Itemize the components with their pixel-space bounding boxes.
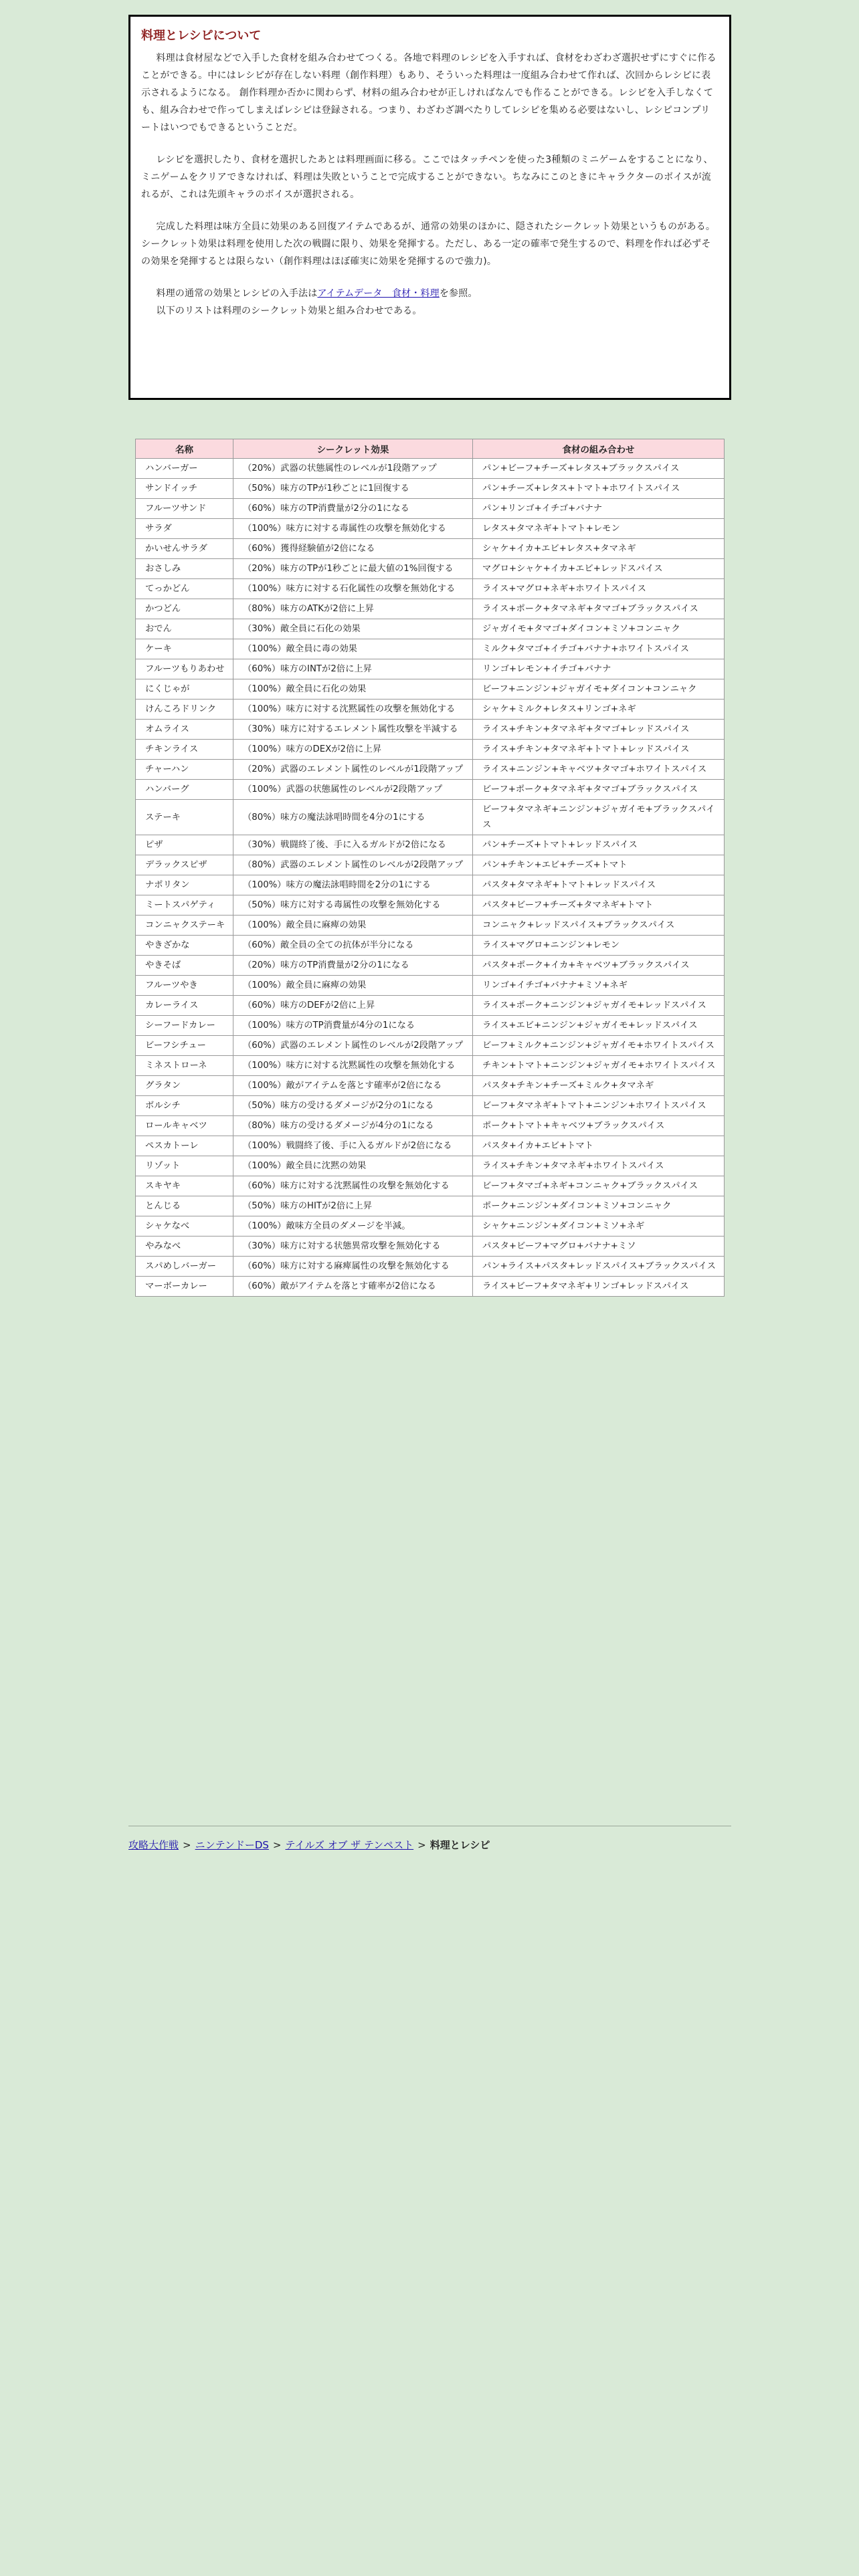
- cell-ingredients: パン+リンゴ+イチゴ+バナナ: [473, 499, 725, 519]
- cell-dish-name: コンニャクステーキ: [136, 916, 233, 936]
- cell-ingredients: チキン+トマト+ニンジン+ジャガイモ+ホワイトスパイス: [473, 1056, 725, 1076]
- cell-secret-effect: （60%）武器のエレメント属性のレベルが2段階アップ: [233, 1036, 473, 1056]
- cell-dish-name: とんじる: [136, 1196, 233, 1216]
- cell-ingredients: シャケ+ニンジン+ダイコン+ミソ+ネギ: [473, 1216, 725, 1237]
- cell-ingredients: パスタ+イカ+エビ+トマト: [473, 1136, 725, 1156]
- cell-secret-effect: （100%）味方に対する沈黙属性の攻撃を無効化する: [233, 700, 473, 720]
- cell-ingredients: ライス+エビ+ニンジン+ジャガイモ+レッドスパイス: [473, 1016, 725, 1036]
- table-row: [136, 916, 725, 936]
- cell-ingredients: ビーフ+タマネギ+ニンジン+ジャガイモ+ブラックスパイス: [473, 800, 725, 835]
- table-row: [136, 1196, 725, 1216]
- cell-secret-effect: （60%）敵がアイテムを落とす確率が2倍になる: [233, 1277, 473, 1297]
- cell-ingredients: ライス+ポーク+タマネギ+タマゴ+ブラックスパイス: [473, 599, 725, 619]
- cell-secret-effect: （80%）味方の受けるダメージが4分の1になる: [233, 1116, 473, 1136]
- cell-ingredients: ビーフ+ミルク+ニンジン+ジャガイモ+ホワイトスパイス: [473, 1036, 725, 1056]
- table-row: [136, 539, 725, 559]
- item-data-link[interactable]: アイテムデータ 食材・料理: [317, 288, 440, 299]
- cell-dish-name: ステーキ: [136, 800, 233, 835]
- cell-secret-effect: （60%）獲得経験値が2倍になる: [233, 539, 473, 559]
- cell-ingredients: パスタ+チキン+チーズ+ミルク+タマネギ: [473, 1076, 725, 1096]
- cell-ingredients: シャケ+イカ+エビ+レタス+タマネギ: [473, 539, 725, 559]
- note-text-post: を参照。: [439, 288, 478, 299]
- cell-secret-effect: （60%）味方に対する麻痺属性の攻撃を無効化する: [233, 1257, 473, 1277]
- cell-dish-name: フルーツサンド: [136, 499, 233, 519]
- cell-secret-effect: （30%）戦闘終了後、手に入るガルドが2倍になる: [233, 835, 473, 855]
- header-secret-effect: シークレット効果: [233, 439, 473, 459]
- recipe-table-body: [136, 459, 725, 1297]
- cell-ingredients: パン+チーズ+トマト+レッドスパイス: [473, 835, 725, 855]
- cell-dish-name: グラタン: [136, 1076, 233, 1096]
- breadcrumb-separator: >: [272, 1839, 282, 1851]
- table-row: [136, 700, 725, 720]
- cell-secret-effect: （100%）味方のDEXが2倍に上昇: [233, 740, 473, 760]
- table-row: [136, 855, 725, 875]
- cell-secret-effect: （50%）味方のTPが1秒ごとに1回復する: [233, 479, 473, 499]
- breadcrumb-separator: >: [417, 1839, 426, 1851]
- cell-secret-effect: （60%）味方に対する沈黙属性の攻撃を無効化する: [233, 1176, 473, 1196]
- cell-secret-effect: （60%）敵全員の全ての抗体が半分になる: [233, 936, 473, 956]
- table-row: [136, 835, 725, 855]
- cell-secret-effect: （100%）味方の魔法詠唱時間を2分の1にする: [233, 875, 473, 895]
- table-row: [136, 499, 725, 519]
- cell-secret-effect: （100%）味方に対する沈黙属性の攻撃を無効化する: [233, 1056, 473, 1076]
- intro-note-1: [141, 285, 719, 302]
- table-row: [136, 639, 725, 659]
- cell-dish-name: オムライス: [136, 720, 233, 740]
- cell-dish-name: デラックスピザ: [136, 855, 233, 875]
- cell-secret-effect: （100%）戦闘終了後、手に入るガルドが2倍になる: [233, 1136, 473, 1156]
- cell-ingredients: ポーク+ニンジン+ダイコン+ミソ+コンニャク: [473, 1196, 725, 1216]
- cell-secret-effect: （20%）味方のTPが1秒ごとに最大値の1%回復する: [233, 559, 473, 579]
- table-row: [136, 559, 725, 579]
- cell-ingredients: パン+ライス+パスタ+レッドスパイス+ブラックスパイス: [473, 1257, 725, 1277]
- cell-secret-effect: （100%）敵全員に石化の効果: [233, 679, 473, 700]
- cell-dish-name: かいせんサラダ: [136, 539, 233, 559]
- table-row: [136, 1116, 725, 1136]
- cell-ingredients: ライス+マグロ+ニンジン+レモン: [473, 936, 725, 956]
- cell-ingredients: ライス+ニンジン+キャベツ+タマゴ+ホワイトスパイス: [473, 760, 725, 780]
- table-row: [136, 479, 725, 499]
- cell-secret-effect: （100%）敵全員に麻痺の効果: [233, 976, 473, 996]
- cell-secret-effect: （30%）味方に対する状態異常攻撃を無効化する: [233, 1237, 473, 1257]
- breadcrumb-link-game[interactable]: テイルズ オブ ザ テンペスト: [285, 1839, 414, 1851]
- cell-secret-effect: （50%）味方のHITが2倍に上昇: [233, 1196, 473, 1216]
- table-row: [136, 895, 725, 916]
- table-row: [136, 1036, 725, 1056]
- table-row: [136, 599, 725, 619]
- table-row: [136, 1056, 725, 1076]
- cell-dish-name: フルーツもりあわせ: [136, 659, 233, 679]
- cell-secret-effect: （100%）味方のTP消費量が4分の1になる: [233, 1016, 473, 1036]
- breadcrumb-separator: >: [183, 1839, 191, 1851]
- cell-ingredients: ミルク+タマゴ+イチゴ+バナナ+ホワイトスパイス: [473, 639, 725, 659]
- table-row: [136, 956, 725, 976]
- cell-ingredients: パン+ビーフ+チーズ+レタス+ブラックスパイス: [473, 459, 725, 479]
- cell-dish-name: けんころドリンク: [136, 700, 233, 720]
- table-row: [136, 1016, 725, 1036]
- table-row: [136, 800, 725, 835]
- cell-ingredients: ライス+チキン+タマネギ+トマト+レッドスパイス: [473, 740, 725, 760]
- intro-box: [128, 15, 731, 400]
- cell-ingredients: ライス+チキン+タマネギ+タマゴ+レッドスパイス: [473, 720, 725, 740]
- cell-ingredients: レタス+タマネギ+トマト+レモン: [473, 519, 725, 539]
- table-row: [136, 1096, 725, 1116]
- table-row: [136, 579, 725, 599]
- cell-ingredients: パン+チーズ+レタス+トマト+ホワイトスパイス: [473, 479, 725, 499]
- recipe-table-wrapper: [135, 439, 724, 1297]
- intro-paragraph-1: 料理は食材屋などで入手した食材を組み合わせてつくる。各地で料理のレシピを入手すれば、食材をわざわざ選択せずにすぐに作ることができる。中にはレシピが存在しない料理（創作料理）もあり、そういった料理は一度組み合わせて作れば、次回からレシピに表示されるようになる。 創作料理か否かに関わらず、材料の組み合わせが正しければなんでも作ることができる。レシピを入手しなくても、組み合わせで作ってしまえばレシピは登録される。つまり、わざわざ調べたりしてレシピを集める必要はないし、レシピコンプリートはいつでもできるということだ。: [141, 53, 717, 133]
- cell-ingredients: ビーフ+タマゴ+ネギ+コンニャク+ブラックスパイス: [473, 1176, 725, 1196]
- cell-ingredients: コンニャク+レッドスパイス+ブラックスパイス: [473, 916, 725, 936]
- header-ingredients: 食材の組み合わせ: [473, 439, 725, 459]
- cell-dish-name: フルーツやき: [136, 976, 233, 996]
- breadcrumb-link-top[interactable]: 攻略大作戦: [128, 1839, 179, 1851]
- intro-paragraph-3: 完成した料理は味方全員に効果のある回復アイテムであるが、通常の効果のほかに、隠されたシークレット効果というものがある。シークレット効果は料理を使用した次の戦闘に限り、効果を発揮する。ただし、ある一定の確率で発生するので、料理を作れば必ずその効果を発揮するとは限らない（創作料理はほぼ確実に効果を発揮するので強力)。: [141, 221, 716, 267]
- cell-dish-name: サラダ: [136, 519, 233, 539]
- header-name: 名称: [136, 439, 233, 459]
- cell-dish-name: ミネストローネ: [136, 1056, 233, 1076]
- cell-dish-name: カレーライス: [136, 996, 233, 1016]
- cell-dish-name: シーフードカレー: [136, 1016, 233, 1036]
- cell-ingredients: ライス+マグロ+ネギ+ホワイトスパイス: [473, 579, 725, 599]
- cell-secret-effect: （30%）敵全員に石化の効果: [233, 619, 473, 639]
- table-header-row: [136, 439, 725, 459]
- cell-secret-effect: （100%）敵味方全員のダメージを半減。: [233, 1216, 473, 1237]
- cell-ingredients: ビーフ+ポーク+タマネギ+タマゴ+ブラックスパイス: [473, 780, 725, 800]
- cell-ingredients: パスタ+ポーク+イカ+キャベツ+ブラックスパイス: [473, 956, 725, 976]
- cell-dish-name: ハンバーグ: [136, 780, 233, 800]
- table-row: [136, 936, 725, 956]
- cell-secret-effect: （100%）味方に対する毒属性の攻撃を無効化する: [233, 519, 473, 539]
- cell-dish-name: リゾット: [136, 1156, 233, 1176]
- cell-ingredients: ライス+チキン+タマネギ+ホワイトスパイス: [473, 1156, 725, 1176]
- cell-secret-effect: （80%）味方のATKが2倍に上昇: [233, 599, 473, 619]
- cell-ingredients: ライス+ビーフ+タマネギ+リンゴ+レッドスパイス: [473, 1277, 725, 1297]
- breadcrumb-current: 料理とレシピ: [430, 1839, 490, 1851]
- cell-dish-name: ロールキャベツ: [136, 1116, 233, 1136]
- note-text-pre: 料理の通常の効果とレシピの入手法は: [156, 288, 318, 299]
- table-row: [136, 1277, 725, 1297]
- cell-dish-name: ビーフシチュー: [136, 1036, 233, 1056]
- cell-dish-name: てっかどん: [136, 579, 233, 599]
- cell-dish-name: おさしみ: [136, 559, 233, 579]
- cell-ingredients: パスタ+ビーフ+マグロ+バナナ+ミソ: [473, 1237, 725, 1257]
- cell-secret-effect: （100%）敵全員に毒の効果: [233, 639, 473, 659]
- table-row: [136, 459, 725, 479]
- cell-ingredients: シャケ+ミルク+レタス+リンゴ+ネギ: [473, 700, 725, 720]
- table-row: [136, 720, 725, 740]
- table-row: [136, 1216, 725, 1237]
- cell-secret-effect: （100%）敵全員に沈黙の効果: [233, 1156, 473, 1176]
- cell-secret-effect: （100%）味方に対する石化属性の攻撃を無効化する: [233, 579, 473, 599]
- breadcrumb: [128, 1838, 490, 1852]
- cell-dish-name: シャケなべ: [136, 1216, 233, 1237]
- cell-ingredients: パスタ+ビーフ+チーズ+タマネギ+トマト: [473, 895, 725, 916]
- cell-dish-name: サンドイッチ: [136, 479, 233, 499]
- cell-dish-name: ケーキ: [136, 639, 233, 659]
- cell-secret-effect: （20%）味方のTP消費量が2分の1になる: [233, 956, 473, 976]
- cell-dish-name: ミートスパゲティ: [136, 895, 233, 916]
- cell-ingredients: ジャガイモ+タマゴ+ダイコン+ミソ+コンニャク: [473, 619, 725, 639]
- cell-ingredients: ライス+ポーク+ニンジン+ジャガイモ+レッドスパイス: [473, 996, 725, 1016]
- table-row: [136, 619, 725, 639]
- cell-dish-name: ナポリタン: [136, 875, 233, 895]
- cell-secret-effect: （30%）味方に対するエレメント属性攻撃を半減する: [233, 720, 473, 740]
- cell-dish-name: ボルシチ: [136, 1096, 233, 1116]
- intro-title: 料理とレシピについて: [141, 29, 262, 43]
- cell-dish-name: やみなべ: [136, 1237, 233, 1257]
- table-row: [136, 760, 725, 780]
- cell-ingredients: ビーフ+ニンジン+ジャガイモ+ダイコン+コンニャク: [473, 679, 725, 700]
- cell-ingredients: リンゴ+レモン+イチゴ+バナナ: [473, 659, 725, 679]
- cell-ingredients: ポーク+トマト+キャベツ+ブラックスパイス: [473, 1116, 725, 1136]
- cell-ingredients: リンゴ+イチゴ+バナナ+ミソ+ネギ: [473, 976, 725, 996]
- cell-dish-name: やきそば: [136, 956, 233, 976]
- cell-ingredients: ビーフ+タマネギ+トマト+ニンジン+ホワイトスパイス: [473, 1096, 725, 1116]
- cell-dish-name: スパめしバーガー: [136, 1257, 233, 1277]
- cell-dish-name: ピザ: [136, 835, 233, 855]
- cell-dish-name: スキヤキ: [136, 1176, 233, 1196]
- cell-dish-name: にくじゃが: [136, 679, 233, 700]
- cell-ingredients: マグロ+シャケ+イカ+エビ+レッドスパイス: [473, 559, 725, 579]
- cell-dish-name: チャーハン: [136, 760, 233, 780]
- cell-dish-name: かつどん: [136, 599, 233, 619]
- table-row: [136, 740, 725, 760]
- cell-dish-name: ペスカトーレ: [136, 1136, 233, 1156]
- cell-dish-name: マーボーカレー: [136, 1277, 233, 1297]
- table-row: [136, 780, 725, 800]
- table-row: [136, 659, 725, 679]
- table-row: [136, 679, 725, 700]
- cell-secret-effect: （60%）味方のDEFが2倍に上昇: [233, 996, 473, 1016]
- table-row: [136, 976, 725, 996]
- table-row: [136, 1176, 725, 1196]
- table-row: [136, 875, 725, 895]
- cell-dish-name: おでん: [136, 619, 233, 639]
- cell-dish-name: チキンライス: [136, 740, 233, 760]
- cell-secret-effect: （100%）武器の状態属性のレベルが2段階アップ: [233, 780, 473, 800]
- cell-secret-effect: （50%）味方の受けるダメージが2分の1になる: [233, 1096, 473, 1116]
- table-row: [136, 996, 725, 1016]
- cell-secret-effect: （60%）味方のTP消費量が2分の1になる: [233, 499, 473, 519]
- cell-secret-effect: （20%）武器の状態属性のレベルが1段階アップ: [233, 459, 473, 479]
- cell-secret-effect: （20%）武器のエレメント属性のレベルが1段階アップ: [233, 760, 473, 780]
- cell-secret-effect: （50%）味方に対する毒属性の攻撃を無効化する: [233, 895, 473, 916]
- cell-secret-effect: （60%）味方のINTが2倍に上昇: [233, 659, 473, 679]
- table-row: [136, 1156, 725, 1176]
- cell-secret-effect: （100%）敵がアイテムを落とす確率が2倍になる: [233, 1076, 473, 1096]
- table-row: [136, 519, 725, 539]
- cell-dish-name: やきざかな: [136, 936, 233, 956]
- recipe-table: [135, 439, 725, 1297]
- cell-secret-effect: （100%）敵全員に麻痺の効果: [233, 916, 473, 936]
- table-row: [136, 1136, 725, 1156]
- table-row: [136, 1076, 725, 1096]
- cell-secret-effect: （80%）味方の魔法詠唱時間を4分の1にする: [233, 800, 473, 835]
- table-row: [136, 1237, 725, 1257]
- cell-ingredients: パン+チキン+エビ+チーズ+トマト: [473, 855, 725, 875]
- intro-note-2: 以下のリストは料理のシークレット効果と組み合わせである。: [156, 306, 422, 316]
- intro-paragraph-2: レシピを選択したり、食材を選択したあとは料理画面に移る。ここではタッチペンを使った3種類のミニゲームをすることになり、ミニゲームをクリアできなければ、料理は失敗ということで完成することができない。ちなみにこのときにキャラクターのボイスが流れるが、これは先頭キャラのボイスが選択される。: [141, 154, 713, 200]
- breadcrumb-link-ds[interactable]: ニンテンドーDS: [195, 1839, 269, 1851]
- cell-ingredients: パスタ+タマネギ+トマト+レッドスパイス: [473, 875, 725, 895]
- cell-dish-name: ハンバーガー: [136, 459, 233, 479]
- cell-secret-effect: （80%）武器のエレメント属性のレベルが2段階アップ: [233, 855, 473, 875]
- table-row: [136, 1257, 725, 1277]
